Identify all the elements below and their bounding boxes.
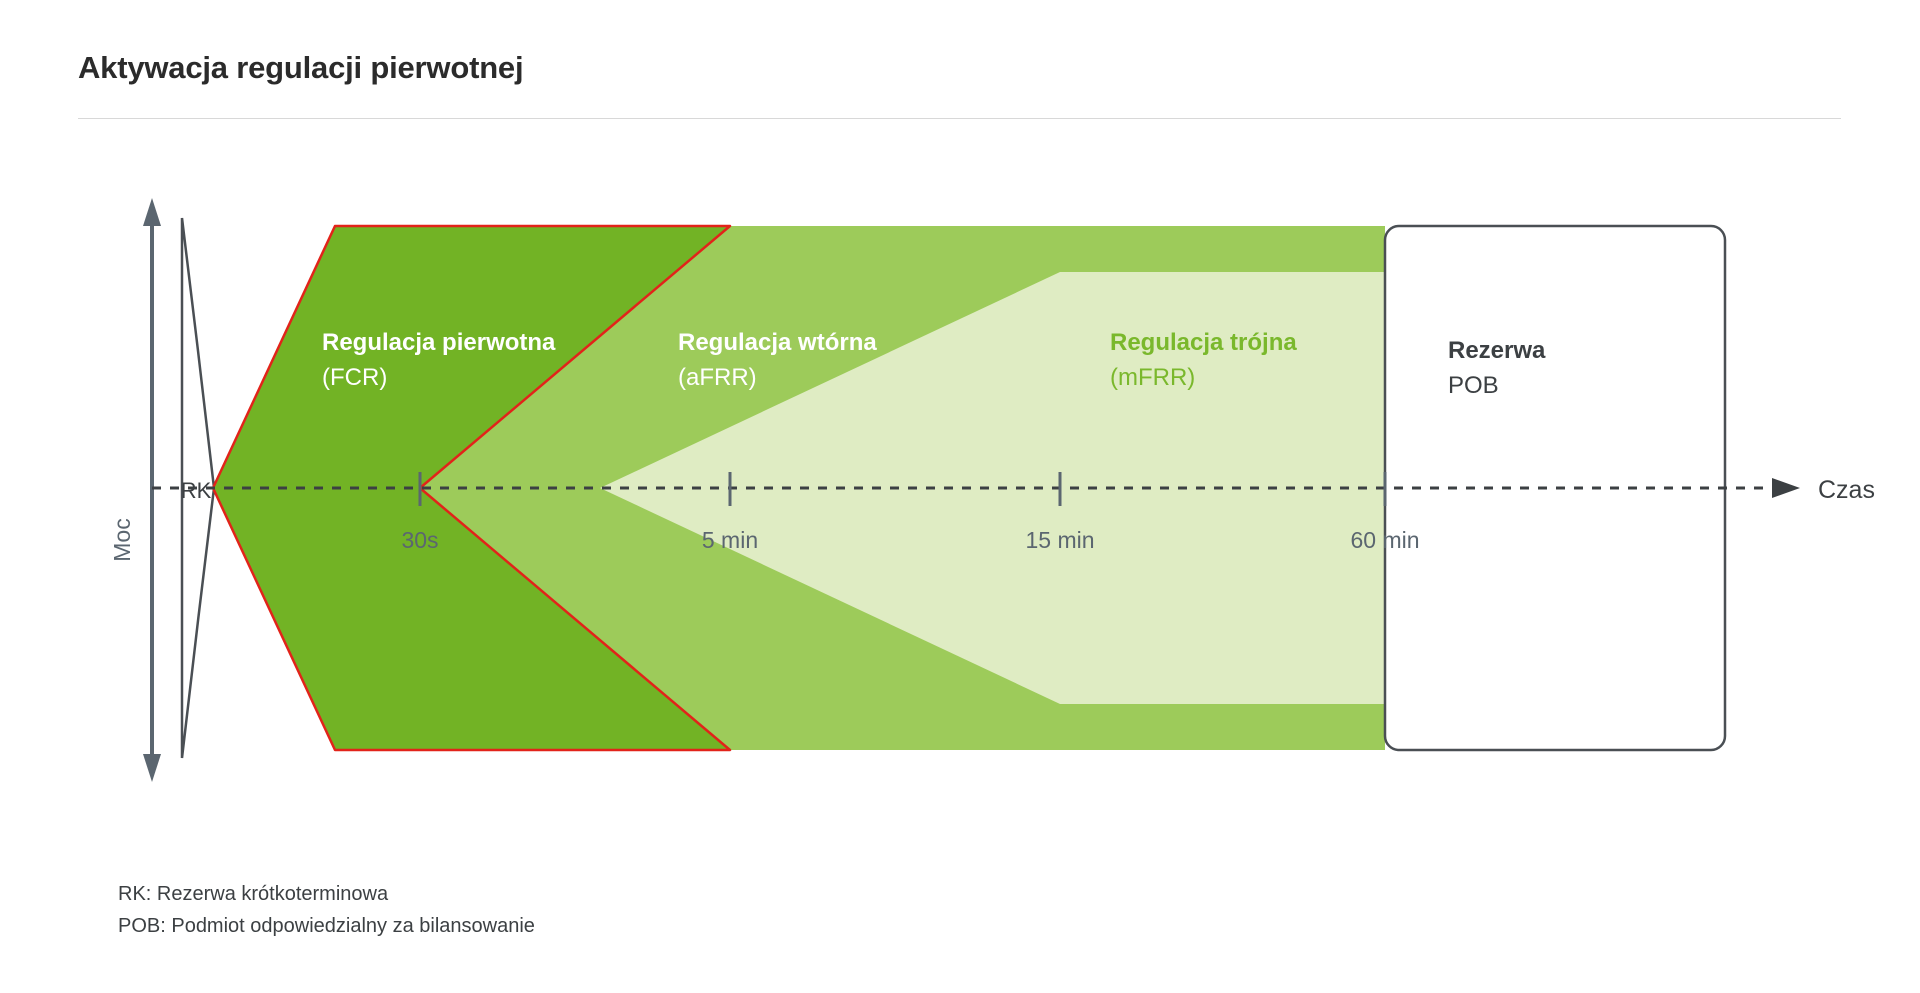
page-title: Aktywacja regulacji pierwotnej xyxy=(78,50,524,85)
diagram-canvas xyxy=(0,150,1920,830)
y-axis-label: Moc xyxy=(109,518,135,562)
band-mfrr-sublabel: (mFRR) xyxy=(1110,364,1196,391)
x-tick-label: 5 min xyxy=(701,527,759,553)
legend-item: RK: Rezerwa krótkoterminowa xyxy=(118,883,389,905)
band-fcr-sublabel: (FCR) xyxy=(322,364,388,391)
x-tick-label: 60 min xyxy=(1350,527,1420,553)
diagram-svg xyxy=(0,150,1920,830)
legend-footnotes xyxy=(118,878,535,942)
x-tick-label: 15 min xyxy=(1025,527,1095,553)
band-afrr-sublabel: (aFRR) xyxy=(678,364,757,391)
band-rk-label: RK xyxy=(180,478,212,503)
band-pob-label: Rezerwa xyxy=(1448,337,1546,364)
x-axis-label: Czas xyxy=(1818,476,1875,504)
title-divider xyxy=(78,118,1841,119)
legend-item: POB: Podmiot odpowiedzialny za bilansowanie xyxy=(118,915,535,937)
band-pob-sublabel: POB xyxy=(1448,372,1499,399)
band-mfrr-label: Regulacja trójna xyxy=(1110,329,1297,356)
y-axis xyxy=(109,198,161,782)
band-afrr-label: Regulacja wtórna xyxy=(678,329,877,356)
band-fcr-label: Regulacja pierwotna xyxy=(322,329,556,356)
x-tick-label: 30s xyxy=(401,527,439,553)
